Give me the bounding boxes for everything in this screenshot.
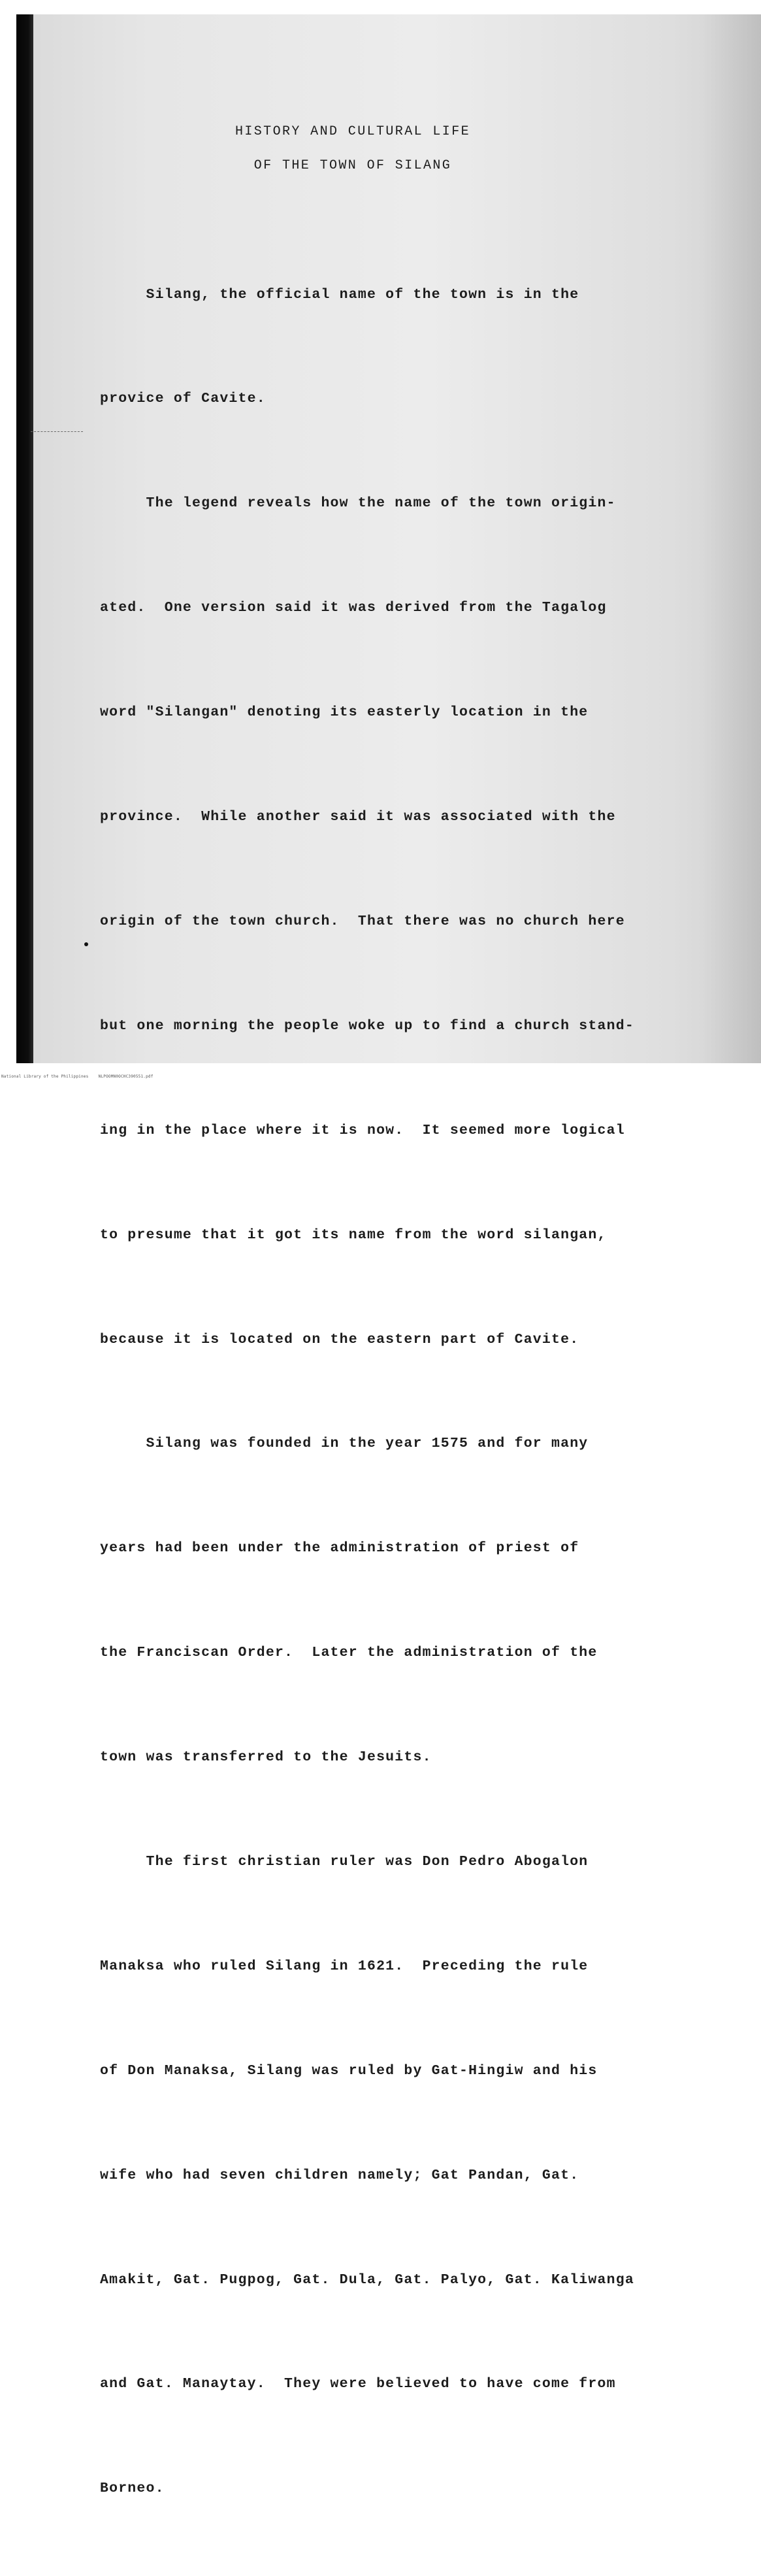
archive-footer-label: National Library of the Philippines NLPOOMN0OCHC390551.pdf bbox=[1, 1074, 154, 1079]
body-line: wife who had seven children namely; Gat Pandan, Gat. bbox=[100, 2167, 579, 2183]
body-line: to presume that it got its name from the word silangan, bbox=[100, 1227, 607, 1243]
document-body bbox=[100, 208, 688, 2576]
body-line: The legend reveals how the name of the town origin- bbox=[100, 495, 616, 512]
body-line: word "Silangan" denoting its easterly location in the bbox=[100, 704, 589, 721]
margin-dash-mark bbox=[31, 431, 83, 432]
page-edge-shading bbox=[702, 14, 761, 1063]
body-line: years had been under the administration of priest of bbox=[100, 1540, 579, 1557]
body-line: Silang was founded in the year 1575 and for many bbox=[100, 1436, 589, 1452]
body-line: the Franciscan Order. Later the administration of the bbox=[100, 1645, 598, 1661]
body-line: province. While another said it was associated with the bbox=[100, 809, 616, 825]
body-line: The first christian ruler was Don Pedro Abogalon bbox=[100, 1853, 589, 1870]
body-line: ated. One version said it was derived from the Tagalog bbox=[100, 600, 607, 616]
body-line: because it is located on the eastern part of Cavite. bbox=[100, 1331, 579, 1347]
body-line: Silang, the official name of the town is in the bbox=[100, 286, 579, 303]
ink-dot-mark bbox=[84, 942, 88, 946]
body-line: of Don Manaksa, Silang was ruled by Gat-Hingiw and his bbox=[100, 2062, 598, 2079]
body-line: Amakit, Gat. Pugpog, Gat. Dula, Gat. Palyo, Gat. Kaliwanga bbox=[100, 2271, 634, 2288]
body-line: Manaksa who ruled Silang in 1621. Preceding the rule bbox=[100, 1958, 589, 1974]
body-line: but one morning the people woke up to find a church stand- bbox=[100, 1017, 634, 1034]
body-line: origin of the town church. That there was no church here bbox=[100, 913, 625, 929]
document-title-line-1: HISTORY AND CULTURAL LIFE bbox=[235, 124, 471, 139]
body-line: and Gat. Manaytay. They were believed to have come from bbox=[100, 2376, 616, 2392]
body-line: town was transferred to the Jesuits. bbox=[100, 1749, 432, 1766]
document-title-line-2: OF THE TOWN OF SILANG bbox=[253, 158, 452, 173]
body-line: Borneo. bbox=[100, 2481, 165, 2497]
body-line: ing in the place where it is now. It seemed more logical bbox=[100, 1122, 625, 1138]
body-line: provice of Cavite. bbox=[100, 391, 266, 407]
